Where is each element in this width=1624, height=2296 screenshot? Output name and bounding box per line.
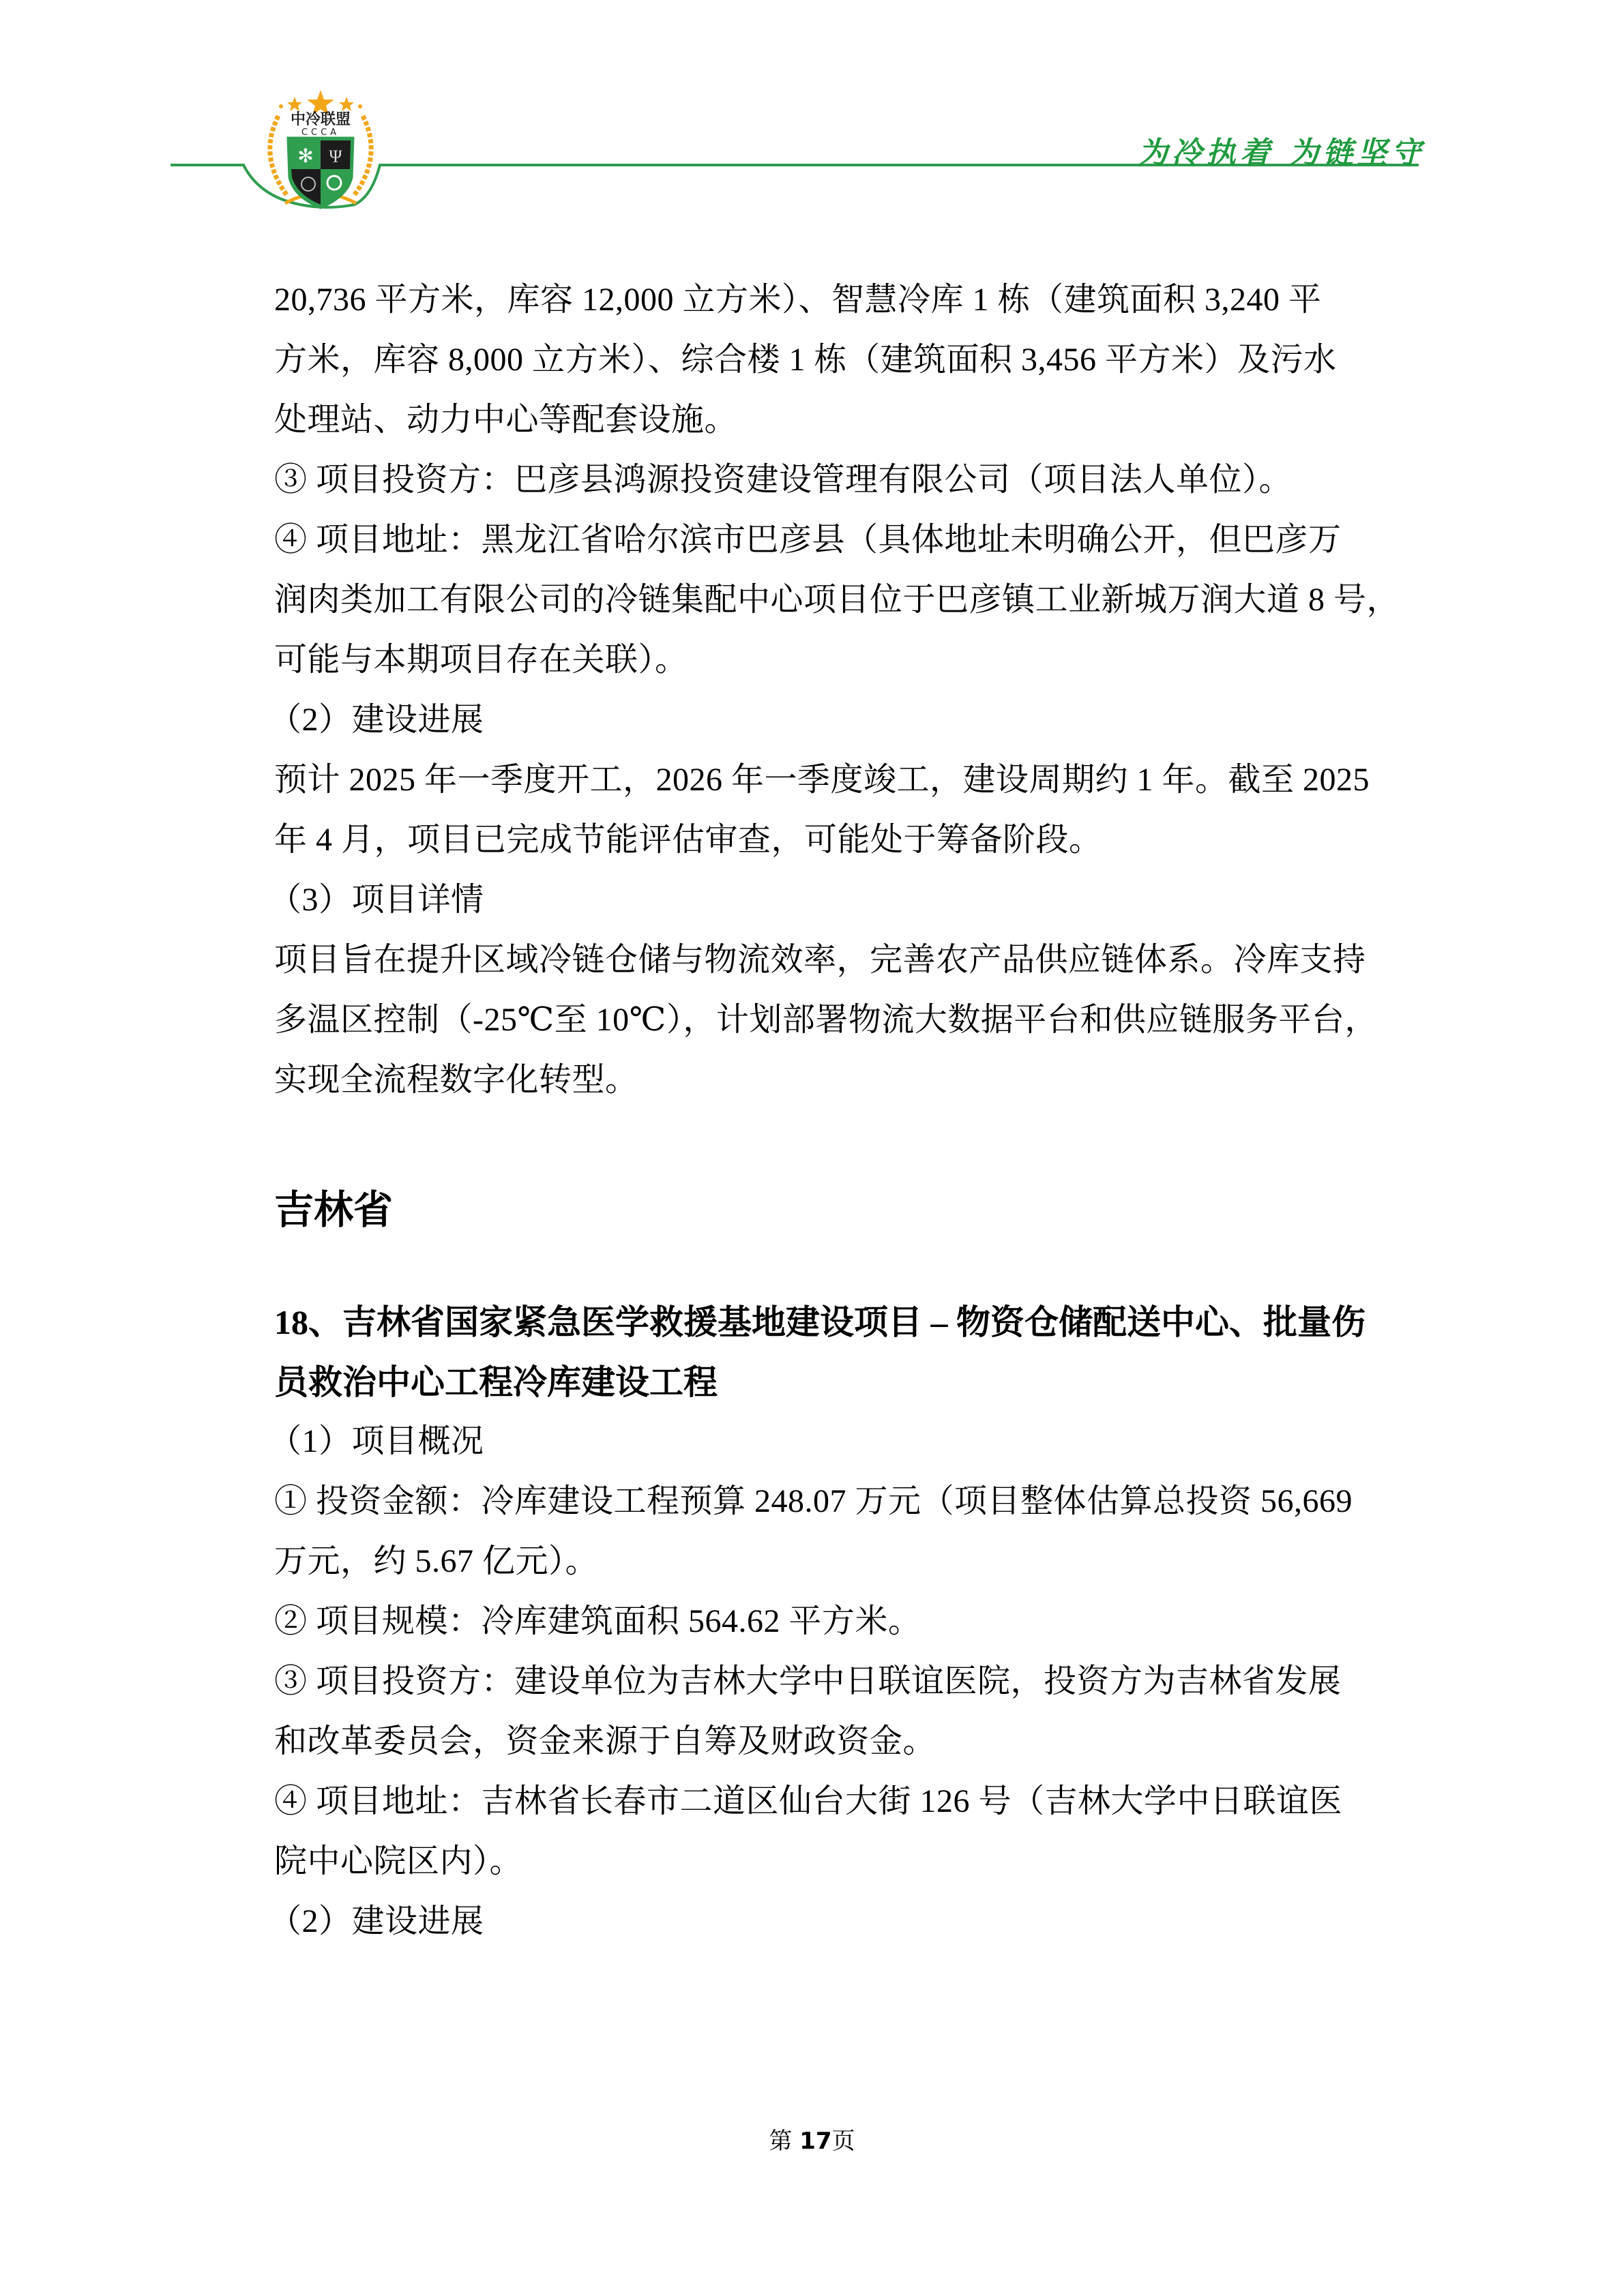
subheading-progress: （2）建设进展 <box>269 702 484 738</box>
subheading-overview: （1）项目概况 <box>269 1423 484 1459</box>
header-rule-with-curve <box>0 0 1624 218</box>
text-line: 项目旨在提升区域冷链仓储与物流效率，完善农产品供应链体系。冷库支持 <box>274 942 1366 978</box>
svg-text:✻: ✻ <box>297 146 314 167</box>
subheading-details: （3）项目详情 <box>269 882 484 918</box>
header-slogan: 为冷执着 为链坚守 <box>1138 136 1426 170</box>
ccca-logo-icon <box>246 82 396 225</box>
text-line: 润肉类加工有限公司的冷链集配中心项目位于巴彦镇工业新城万润大道 8 号， <box>274 582 1400 618</box>
page-number-value: 17 <box>799 2128 832 2155</box>
text-line: 预计 2025 年一季度开工，2026 年一季度竣工，建设周期约 1 年。截至 2025 <box>274 762 1370 798</box>
investment-item: ① 投资金额：冷库建设工程预算 248.07 万元（项目整体估算总投资 56,669 <box>274 1483 1353 1519</box>
text-line: 20,736 平方米，库容 12,000 立方米）、智慧冷库 1 栋（建筑面积 3,240 平 <box>274 282 1322 318</box>
page-header <box>0 0 1624 218</box>
project-title: 员救治中心工程冷库建设工程 <box>274 1363 718 1401</box>
page-suffix: 页 <box>831 2128 855 2155</box>
text-line: 多温区控制（-25℃至 10℃），计划部署物流大数据平台和供应链服务平台， <box>274 1002 1378 1038</box>
text-line: 可能与本期项目存在关联）。 <box>274 642 688 678</box>
page-prefix: 第 <box>769 2128 800 2155</box>
text-line: 年 4 月，项目已完成节能评估审查，可能处于筹备阶段。 <box>274 822 1102 858</box>
investor-item: ③ 项目投资方：巴彦县鸿源投资建设管理有限公司（项目法人单位）。 <box>274 462 1293 498</box>
text-line: 方米，库容 8,000 立方米）、综合楼 1 栋（建筑面积 3,456 平方米）及污水 <box>274 342 1337 378</box>
text-line: 院中心院区内）。 <box>274 1843 523 1879</box>
svg-text:CCCA: CCCA <box>301 128 340 138</box>
address-item: ④ 项目地址：黑龙江省哈尔滨市巴彦县（具体地址未明确公开，但巴彦万 <box>274 522 1342 558</box>
text-line: 和改革委员会，资金来源于自筹及财政资金。 <box>274 1723 936 1759</box>
page-number <box>0 2122 1624 2156</box>
province-heading: 吉林省 <box>274 1188 394 1232</box>
svg-text:中冷联盟: 中冷联盟 <box>290 111 351 128</box>
address-item: ④ 项目地址：吉林省长春市二道区仙台大街 126 号（吉林大学中日联谊医 <box>274 1783 1343 1819</box>
scale-item: ② 项目规模：冷库建筑面积 564.62 平方米。 <box>274 1603 921 1639</box>
text-line: 万元，约 5.67 亿元）。 <box>274 1543 599 1579</box>
svg-text:Ψ: Ψ <box>329 147 342 166</box>
text-line: 处理站、动力中心等配套设施。 <box>274 402 738 438</box>
text-line: 实现全流程数字化转型。 <box>274 1062 638 1098</box>
subheading-progress: （2）建设进展 <box>269 1903 484 1939</box>
investor-item: ③ 项目投资方：建设单位为吉林大学中日联谊医院，投资方为吉林省发展 <box>274 1663 1342 1699</box>
project-title: 18、吉林省国家紧急医学救援基地建设项目 – 物资仓储配送中心、批量伤 <box>274 1303 1365 1341</box>
